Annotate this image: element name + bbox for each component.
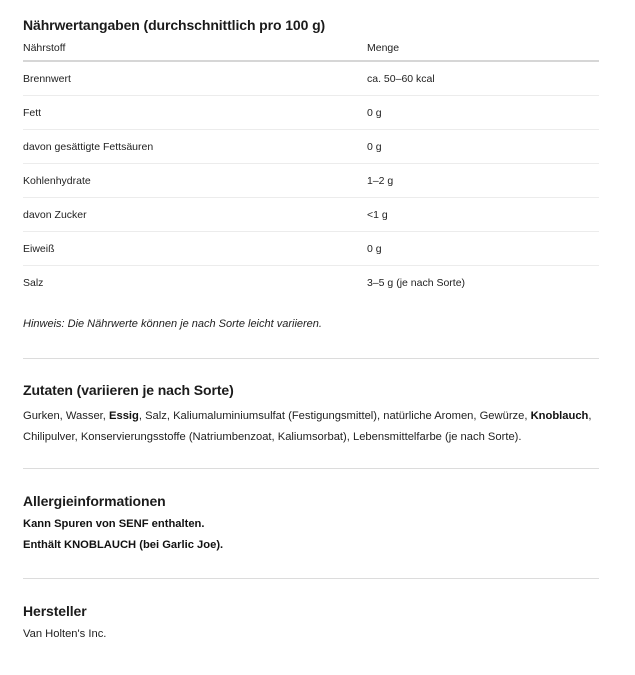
allergy-section — [23, 469, 599, 556]
nutrient-amount: 1–2 g — [367, 164, 599, 198]
nutrient-amount: 0 g — [367, 96, 599, 130]
ingredients-text: , Salz, Kaliumaluminiumsulfat (Festigungsmittel), natürliche Aromen, Gewürze, — [138, 410, 531, 422]
table-header-row — [23, 35, 599, 61]
nutrient-amount: <1 g — [367, 198, 599, 232]
allergy-info — [23, 514, 599, 556]
ingredients-text: , Chilipulver, Konservierungsstoffe (Natriumbenzoat, Kaliumsorbat), Lebensmittelfarbe (je nach Sorte). — [23, 410, 592, 443]
ingredients-title: Zutaten (variieren je nach Sorte) — [23, 382, 234, 398]
allergy-title: Allergieinformationen — [23, 493, 166, 509]
table-row — [23, 232, 599, 266]
ingredients-text: Gurken, Wasser, — [23, 410, 110, 422]
table-row — [23, 61, 599, 96]
table-row — [23, 198, 599, 232]
nutrient-amount: 0 g — [367, 232, 599, 266]
table-row — [23, 130, 599, 164]
nutrient-name: Salz — [23, 276, 44, 289]
allergy-line: Enthält KNOBLAUCH (bei Garlic Joe). — [23, 539, 224, 551]
column-header-amount: Menge — [367, 35, 599, 61]
table-row — [23, 164, 599, 198]
nutrient-amount: 3–5 g (je nach Sorte) — [367, 276, 466, 289]
table-row — [23, 96, 599, 130]
ingredients-list — [23, 406, 603, 448]
manufacturer-name: Van Holten's Inc. — [23, 628, 107, 640]
nutrition-note: Hinweis: Die Nährwerte können je nach Sorte leicht variieren. — [23, 318, 322, 330]
nutrient-amount: 0 g — [367, 130, 599, 164]
nutrition-table — [23, 35, 599, 299]
manufacturer-title: Hersteller — [23, 603, 87, 619]
table-row — [23, 266, 599, 300]
nutrient-name: Eiweiß — [23, 232, 367, 266]
nutrient-name: davon Zucker — [23, 198, 367, 232]
nutrient-name: Kohlenhydrate — [23, 164, 367, 198]
nutrient-name: Brennwert — [23, 61, 367, 96]
nutrient-name: davon gesättigte Fettsäuren — [23, 130, 367, 164]
nutrition-title: Nährwertangaben (durchschnittlich pro 100 g) — [23, 17, 326, 33]
column-header-nutrient: Nährstoff — [23, 35, 367, 61]
manufacturer-section — [23, 579, 599, 645]
ingredients-section — [23, 359, 599, 448]
allergy-line: Kann Spuren von SENF enthalten. — [23, 518, 205, 530]
nutrient-name: Fett — [23, 96, 367, 130]
nutrient-amount: ca. 50–60 kcal — [367, 61, 599, 96]
ingredient-highlight-vinegar: Essig — [109, 410, 139, 422]
ingredient-highlight-garlic: Knoblauch — [530, 410, 589, 422]
